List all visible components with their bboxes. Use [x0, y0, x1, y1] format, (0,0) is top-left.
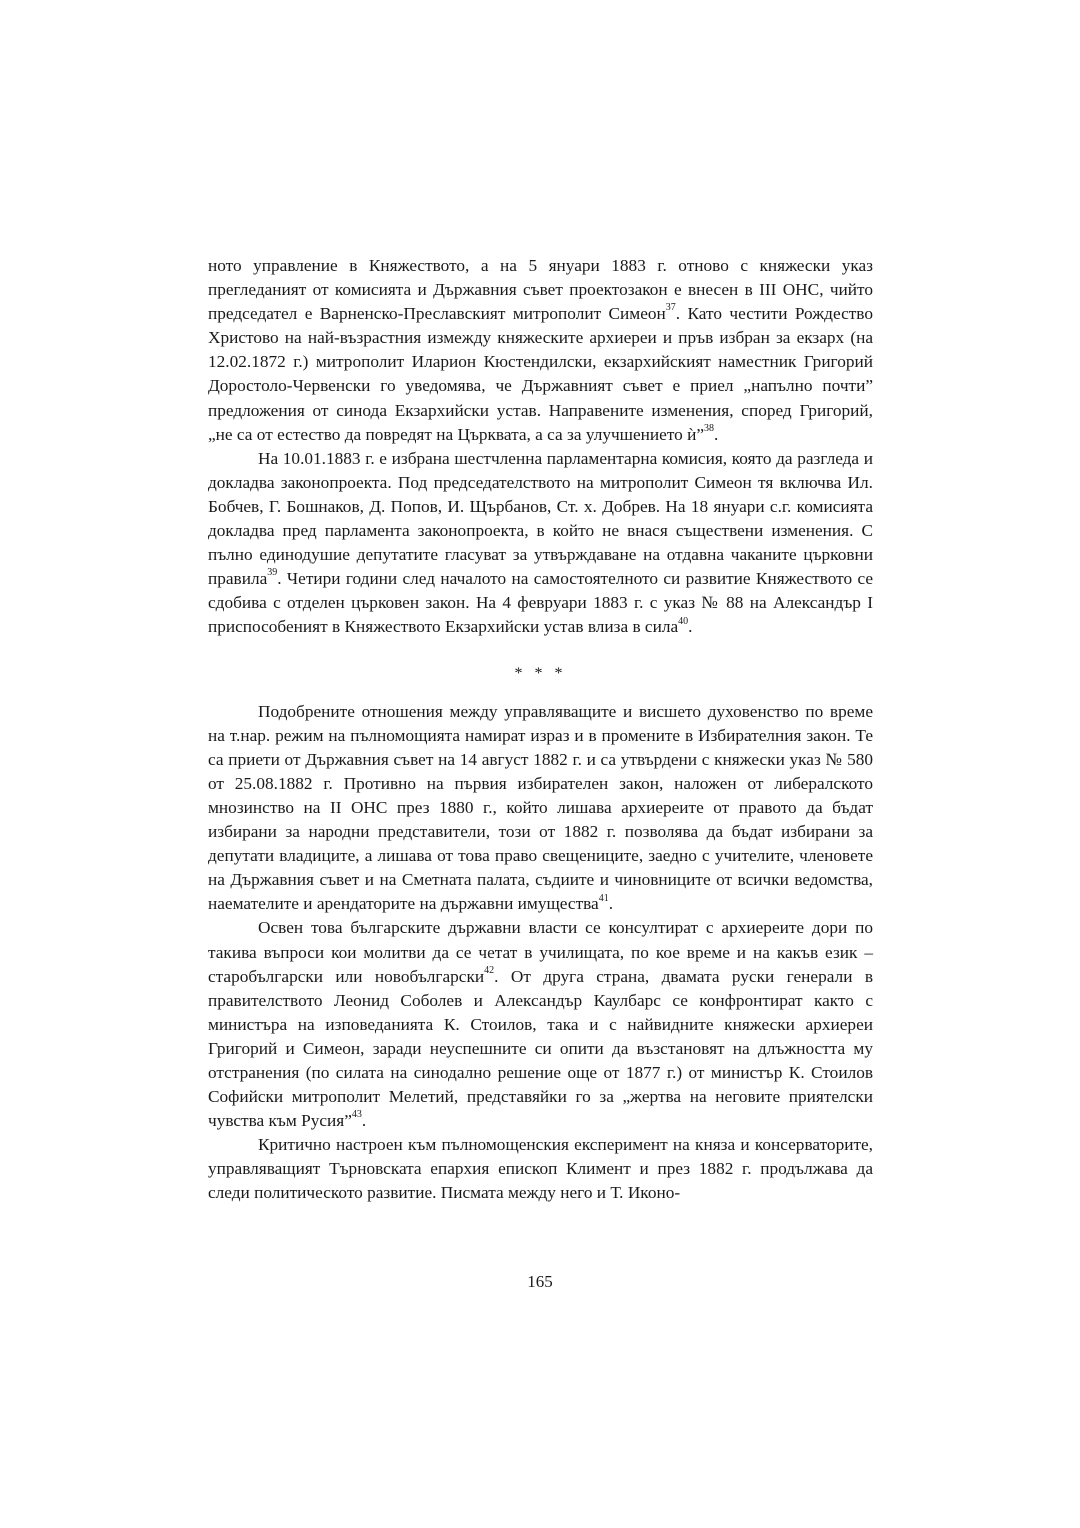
paragraph: [208, 1133, 873, 1205]
text-segment: Освен това българските държавни власти се консултират с архиереите дори по такива въпроси кои молитви да се четат в училищата, по кое време и на какъв език – старобългарски или новобългарски: [208, 918, 873, 986]
paragraph: [208, 447, 873, 640]
body-text: [208, 254, 873, 1206]
text-segment: . Като честити Рождество Христово на най-възрастния измежду княжеските архиереи и пръв избран за екзарх (на 12.02.1872 г.) митрополит Иларион Кюстендилски, екзархийският наместник Григорий Доростоло-Червенски го уведомява, че Държавният съвет е приел „напълно почти” предложения от синода Екзархийски устав. Направените изменения, според Григорий, „не са от естество да повредят на Църквата, а са за улучшението ѝ”: [208, 304, 873, 444]
footnote-ref: 43: [351, 1109, 362, 1121]
text-segment: .: [688, 617, 693, 637]
paragraph: [208, 916, 873, 1133]
text-segment: . Четири години след началото на самостоятелното си развитие Княжеството се сдобива с отделен църковен закон. На 4 февруари 1883 г. с указ № 88 на Александър I приспособеният в Княжеството Екзархийски устав влиза в сила: [208, 569, 873, 637]
text-segment: На 10.01.1883 г. е избрана шестчленна парламентарна комисия, която да разгледа и докладва законопроекта. Под председателството на митрополит Симеон тя включва Ил. Бобчев, Г. Бошнаков, Д. Попов, И. Щърбанов, Ст. х. Добрев. На 18 януари с.г. комисията докладва пред парламента законопроекта, в който не внася съществени изменения. С пълно единодушие депутатите гласуват за утвърждаване на отдавна чаканите църковни правила: [208, 448, 873, 589]
text-segment: .: [608, 894, 614, 914]
footnote-ref: 39: [267, 567, 278, 579]
text-segment: .: [361, 1111, 367, 1131]
page-number: 165: [527, 1272, 553, 1291]
text-segment: Подобрените отношения между управляващите и висшето духовенство по време на т.нар. режим на пълномощията намират израз и в промените в Избирателния закон. Те са приети от Държавния съвет на 14 август 1882 г. и са утвърдени с княжески указ № 580 от 25.08.1882 г. Противно на първия избирателен закон, наложен от либералското мнозинство на II ОНС през 1880 г., който лишава архиереите от правото да бъдат избирани за народни представители, този от 1882 г. позволява да бъдат избирани за депутати владиците, а лишава от това право свещениците, заедно с учителите, членовете на Държавния съвет и на Сметната палата, съдиите и чиновниците от всички ведомства, наемателите и арендаторите на държавни имущества: [208, 701, 873, 914]
text-segment: . От друга страна, двамата руски генерали в правителството Леонид Соболев и Александър Каулбарс се конфронтират както с министъра на изповеданията К. Стоилов, така и с найвидните княжески архиереи Григорий и Симеон, заради неуспешните си опити да възстановят на длъжността му отстранения (по силата на синодално решение още от 1877 г.) от министър К. Стоилов Софийски митрополит Мелетий, представяйки го за „жертва на неговите приятелски чувства към Русия”: [208, 966, 873, 1131]
paragraph: [208, 700, 873, 917]
text-segment: ното управление в Княжеството, а на 5 януари 1883 г. отново с княжески указ прегледаният от комисията и Държавния съвет проектозакон е внесен в III ОНС, чийто председател е Варненско-Преславският митрополит Симеон: [208, 256, 873, 324]
footnote-ref: 37: [665, 302, 676, 314]
footnote-ref: 41: [598, 892, 609, 904]
text-segment: Критично настроен към пълномощенския експеримент на княза и консерваторите, управляващият Търновската епархия епископ Климент и през 1882 г. продължава да следи политическото развитие. Писмата между него и Т. Иконо-: [208, 1135, 873, 1203]
text-segment: .: [714, 424, 719, 444]
section-separator: * * *: [514, 664, 567, 682]
paragraph: [208, 254, 873, 447]
footnote-ref: 42: [484, 964, 495, 976]
footnote-ref: 40: [678, 615, 689, 627]
footnote-ref: 38: [704, 422, 715, 434]
